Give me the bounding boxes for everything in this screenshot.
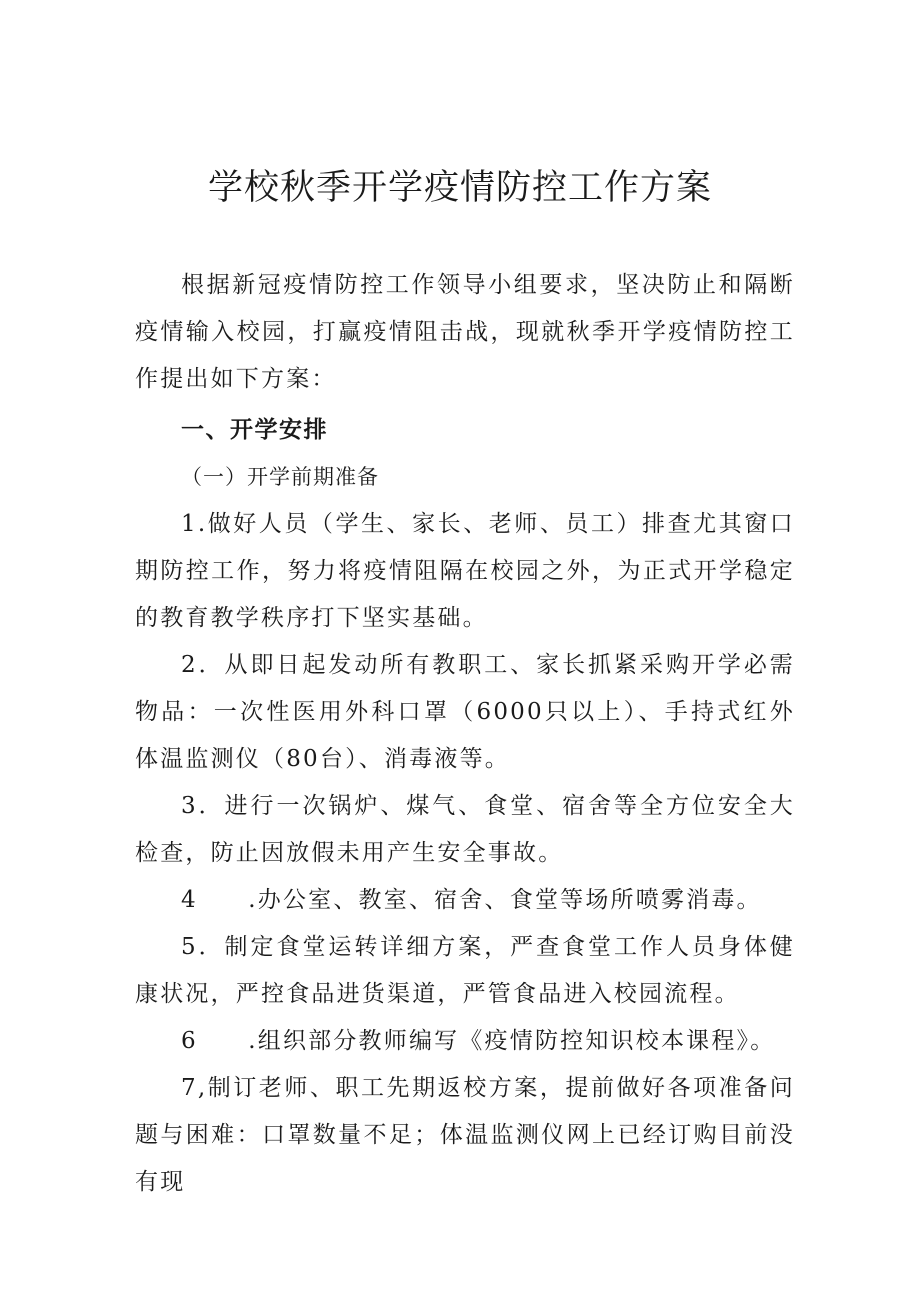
subsection-heading-1: （一）开学前期准备 — [181, 465, 379, 489]
list-item: 5．制定食堂运转详细方案，严查食堂工作人员身体健康状况，严控食品进货渠道，严管食品进入校园流程。 — [135, 934, 795, 1007]
document-body — [135, 262, 795, 1206]
list-item: 3．进行一次锅炉、煤气、食堂、宿舍等全方位安全大检查，防止因放假未用产生安全事故。 — [135, 793, 795, 866]
list-item: 7,制订老师、职工先期返校方案，提前做好各项准备问题与困难：口罩数量不足；体温监测仪网上已经订购目前没有现 — [135, 1075, 795, 1195]
list-item: 2．从即日起发动所有教职工、家长抓紧采购开学必需物品：一次性医用外科口罩（6000只以上）、手持式红外体温监测仪（80台）、消毒液等。 — [135, 652, 795, 772]
list-item: 1.做好人员（学生、家长、老师、员工）排查尤其窗口期防控工作，努力将疫情阻隔在校园之外，为正式开学稳定的教育教学秩序打下坚实基础。 — [135, 511, 795, 631]
section-heading-1: 一、开学安排 — [181, 417, 328, 443]
list-item: 4 .办公室、教室、宿舍、食堂等场所喷雾消毒。 — [181, 887, 762, 913]
list-item: 6 .组织部分教师编写《疫情防控知识校本课程》。 — [181, 1028, 776, 1054]
document-title: 学校秋季开学疫情防控工作方案 — [207, 168, 712, 208]
intro-paragraph: 根据新冠疫情防控工作领导小组要求，坚决防止和隔断疫情输入校园，打赢疫情阻击战，现就秋季开学疫情防控工作提出如下方案： — [135, 272, 795, 392]
